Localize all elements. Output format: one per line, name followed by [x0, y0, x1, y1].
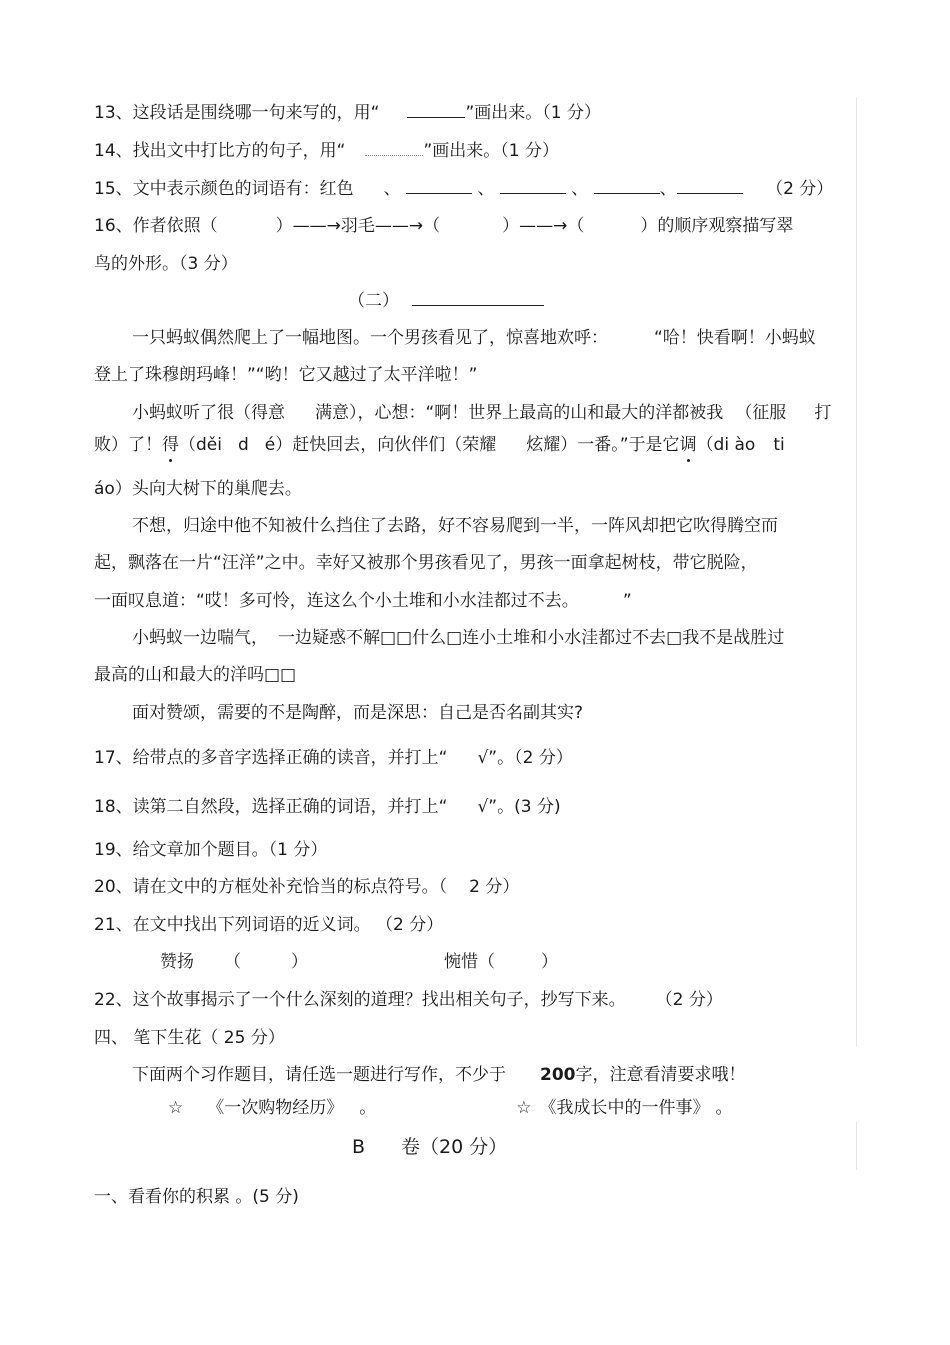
q16-part-2: ）——→羽毛——→（ [275, 216, 441, 236]
p1-text-a: 一只蚂蚁偶然爬上了一幅地图。一个男孩看见了，惊喜地欢呼： [132, 328, 608, 348]
q22-score: （2 分） [655, 990, 723, 1010]
passage-p2-line-2 [94, 433, 785, 457]
question-22 [94, 988, 723, 1012]
section-2-heading [348, 289, 544, 313]
q13-end: ”画出来。（1 分） [465, 103, 601, 123]
pinyin-ti: ti [773, 435, 785, 455]
word-wanxi: 惋惜 [444, 952, 478, 972]
q16-part-1: 16、作者依照（ [94, 216, 218, 236]
pinyin-d: d [237, 435, 249, 455]
q14-text: 14、找出文中打比方的句子，用“ [94, 141, 346, 161]
question-19: 19、给文章加个题目。（1 分） [94, 840, 328, 860]
writing-text-b: 字，注意看清要求哦！ [575, 1065, 746, 1085]
paren-open: （ [478, 952, 495, 972]
choice-2b: 打 [814, 403, 832, 423]
passage-p3-line-1: 不想，归途中他不知被什么挡住了去路，好不容易爬到一半，一阵风却把它吹得腾空而 [132, 516, 778, 536]
star-icon: ☆ [168, 1098, 184, 1118]
q17-text: 17、给带点的多音字选择正确的读音，并打上“ [94, 748, 448, 768]
q22-text: 22、这个故事揭示了一个什么深刻的道理？找出相关句子，抄写下来。 [94, 990, 626, 1010]
writing-text-a: 下面两个习作题目，请任选一题进行写作，不少于 [132, 1065, 506, 1085]
volume-b-title: 卷（20 分） [401, 1136, 508, 1158]
q15-sep: 、 [477, 179, 495, 199]
question-18 [94, 795, 561, 819]
topic-1: 《一次购物经历》 [207, 1098, 344, 1118]
q15-sep: 、 [383, 179, 401, 199]
p4-text-a: 小蚂蚁一边喘气， [132, 628, 268, 648]
q15-blank-2 [500, 177, 566, 194]
p3-text-c: 一面叹息道：“哎！多可怜，连这么个小土堆和小水洼都过不去。 [94, 591, 579, 611]
choice-2a: （征服 [735, 403, 787, 423]
pinyin-dei: （děi [179, 435, 222, 455]
check-mark-icon: √ [477, 748, 489, 768]
p3-text-d: ” [622, 591, 632, 611]
passage-p4-line-1 [132, 626, 784, 650]
passage-p3-line-2: 起，飘落在一片“汪洋”之中。幸好又被那个男孩看见了，男孩一面拿起树枝，带它脱险， [94, 553, 758, 573]
question-17 [94, 746, 573, 770]
b-section-1-heading: 一、看看你的积累 。(5 分) [94, 1187, 299, 1207]
passage-p2-line-1 [132, 401, 831, 425]
passage-p1-line-1 [132, 326, 816, 350]
choice-1a: 小蚂蚁听了很（得意 [132, 403, 285, 423]
question-15 [94, 177, 833, 201]
topic-1-end: 。 [359, 1098, 377, 1118]
p2-text-j: 炫耀）一番。”于是它 [526, 435, 680, 455]
writing-instructions [132, 1063, 746, 1087]
p1-text-b: “哈！快看啊！小蚂蚁 [654, 328, 816, 348]
q13-text: 13、这段话是围绕哪一句来写的，用“ [94, 103, 380, 123]
q15-blank-1 [406, 177, 472, 194]
q18-text: 18、读第二自然段，选择正确的词语，并打上“ [94, 797, 448, 817]
question-16 [94, 214, 793, 238]
check-mark-icon: √ [477, 797, 489, 817]
q15-sep: 、 [571, 179, 589, 199]
question-13 [94, 101, 601, 125]
right-border-bottom [856, 1122, 857, 1170]
passage-p5: 面对赞颂，需要的不是陶醉，而是深思：自己是否名副其实? [132, 703, 584, 723]
passage-p2-line-3: áo）头向大树下的巢爬去。 [94, 479, 302, 499]
question-20 [94, 875, 519, 899]
topic-2-end: 。 [715, 1098, 733, 1118]
question-21-words [160, 950, 558, 974]
q16-part-4: ）的顺序观察描写翠 [640, 216, 794, 236]
q15-blank-4 [677, 177, 743, 194]
choice-3: é）赶快回去，向伙伴们（荣耀 [264, 435, 497, 455]
question-14 [94, 139, 559, 163]
writing-topics [168, 1096, 733, 1120]
passage-p4-line-2: 最高的山和最大的洋吗□□ [94, 665, 297, 685]
q14-end: ”画出来。（1 分） [423, 141, 559, 161]
volume-b-letter: B [352, 1136, 366, 1158]
star-icon: ☆ [516, 1098, 532, 1118]
q15-blank-3 [594, 177, 660, 194]
paren-close: ） [291, 952, 308, 972]
question-21: 21、在文中找出下列词语的近义词。 （2 分） [94, 915, 444, 935]
section-4-heading: 四、 笔下生花（ 25 分） [94, 1028, 285, 1048]
dotted-char-de: 得 [162, 435, 179, 455]
q18-end: ”。(3 分) [488, 797, 561, 817]
paren-open: （ [224, 952, 241, 972]
paren-close: ） [541, 952, 558, 972]
passage-p1-line-2: 登上了珠穆朗玛峰！”“哟！它又越过了太平洋啦！” [94, 365, 478, 385]
dotted-char-diao: 调 [679, 435, 697, 455]
p4-text-b: 一边疑惑不解□□什么□连小土堆和小水洼都过不去□我不是战胜过 [278, 628, 785, 648]
right-border-top [856, 97, 857, 1047]
q14-wavy-blank [365, 139, 423, 156]
q20-text: 20、请在文中的方框处补充恰当的标点符号。（ [94, 877, 448, 897]
word-count: 200 [540, 1065, 576, 1085]
volume-b-heading [352, 1135, 507, 1159]
word-zanyang: 赞扬 [160, 952, 194, 972]
choice-1b: 满意），心想：“啊！世界上最高的山和最大的洋都被我 [315, 403, 724, 423]
q17-end: ”。（2 分） [488, 748, 573, 768]
p2-text-e: 败）了！ [94, 435, 162, 455]
section-2-label: （二） [348, 291, 399, 311]
q16-part-3: ）——→（ [502, 216, 585, 236]
q13-blank [407, 101, 465, 118]
q15-sep: 、 [659, 179, 677, 199]
q20-end: 2 分） [469, 877, 520, 897]
q15-text: 15、文中表示颜色的词语有：红色 [94, 179, 354, 199]
pinyin-diao: （di ào [696, 435, 756, 455]
topic-2: 《我成长中的一件事》 [539, 1098, 710, 1118]
question-16-line-2: 鸟的外形。（3 分） [94, 254, 238, 274]
q15-score: （2 分） [766, 179, 834, 199]
passage-p3-line-3 [94, 589, 632, 613]
section-2-title-blank [412, 289, 544, 306]
